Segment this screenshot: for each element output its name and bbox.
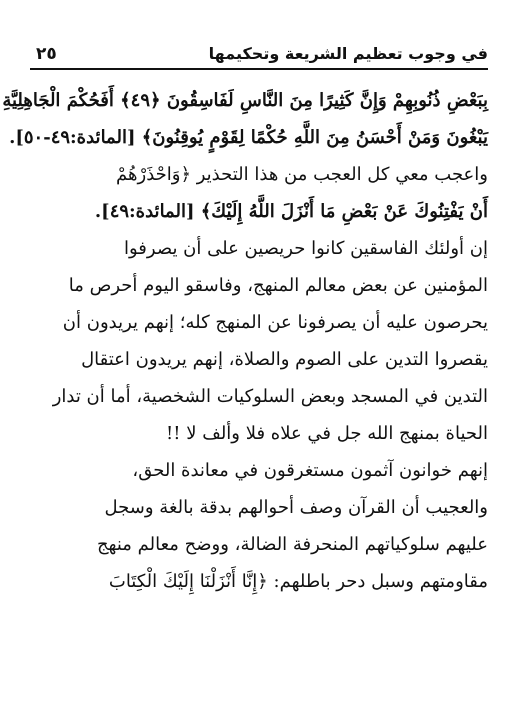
text-line: التدين في المسجد وبعض السلوكيات الشخصية، أما أن تدار (52, 386, 488, 407)
text-line: مقاومتهم وسبل دحر باطلهم: ﴿إِنَّا أَنْزَلْنَا إِلَيْكَ الْكِتَابَ (108, 571, 488, 592)
header-rule (30, 68, 488, 70)
running-header (30, 44, 488, 72)
text-line: يقصروا التدين على الصوم والصلاة، إنهم يريدون اعتقال (81, 349, 488, 370)
page-body (2, 82, 488, 600)
text-line: يحرصون عليه أن يصرفونا عن المنهج كله؛ إنهم يريدون أن (62, 312, 488, 333)
page-number: ٢٥ (36, 44, 57, 64)
text-line: يَبْغُونَ وَمَنْ أَحْسَنُ مِنَ اللَّهِ حُكْمًا لِقَوْمٍ يُوقِنُونَ﴾ [المائدة:٤٩-٥٠]. (9, 127, 488, 148)
text-line: واعجب معي كل العجب من هذا التحذير ﴿وَاحْذَرْهُمْ (116, 164, 488, 185)
text-line: المؤمنين عن بعض معالم المنهج، وفاسقو اليوم أحرص ما (68, 275, 488, 296)
text-line: إن أولئك الفاسقين كانوا حريصين على أن يصرفوا (124, 238, 488, 259)
text-line: إنهم خوانون آثمون مستغرقون في معاندة الحق، (132, 460, 488, 481)
text-line: أَنْ يَفْتِنُوكَ عَنْ بَعْضِ مَا أَنْزَلَ اللَّهُ إِلَيْكَ﴾ [المائدة:٤٩]. (94, 201, 488, 222)
text-line: بِبَعْضِ ذُنُوبِهِمْ وَإِنَّ كَثِيرًا مِنَ النَّاسِ لَفَاسِقُونَ ﴿٤٩﴾ أَفَحُكْمَ الْجَاهِلِيَّةِ (2, 90, 488, 111)
running-title: في وجوب تعظيم الشريعة وتحكيمها (208, 44, 488, 63)
text-line: عليهم سلوكياتهم المنحرفة الضالة، ووضح معالم منهج (96, 534, 488, 555)
text-line: الحياة بمنهج الله جل في علاه فلا وألف لا !! (166, 423, 488, 444)
text-line: والعجيب أن القرآن وصف أحوالهم بدقة بالغة وسجل (104, 497, 488, 518)
